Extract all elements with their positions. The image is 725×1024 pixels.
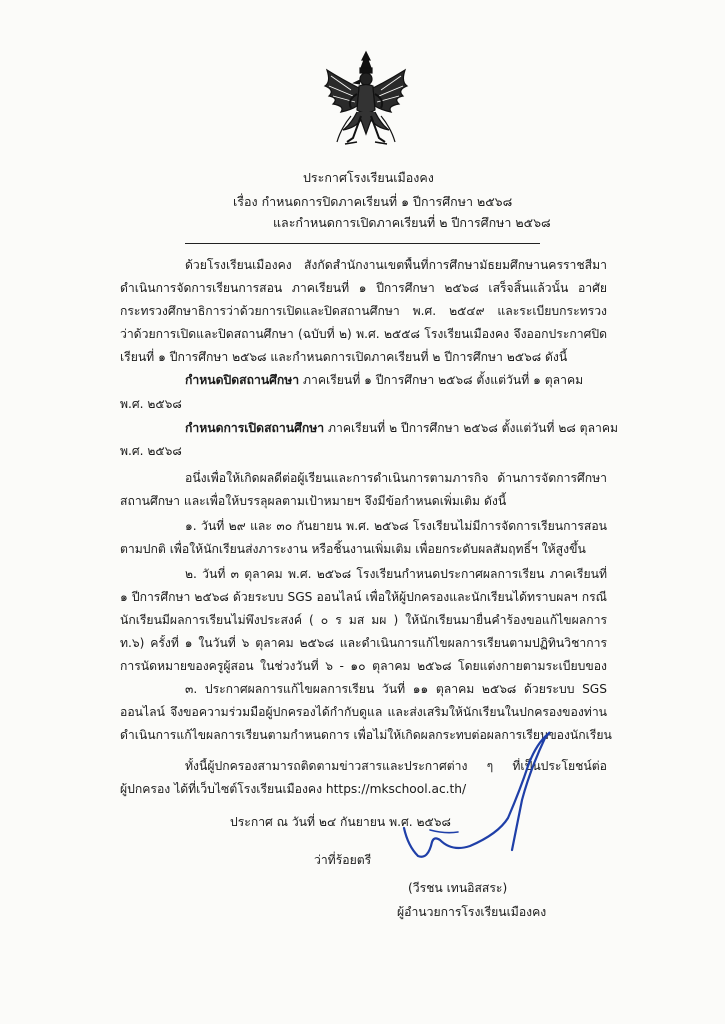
item-2-line: การนัดหมายของครูผู้สอน ในช่วงวันที่ ๖ - ๑๐ ตุลาคม ๒๕๖๘ โดยแต่งกายตามระเบียบของ bbox=[120, 659, 607, 673]
signer-rank: ว่าที่ร้อยตรี bbox=[314, 853, 372, 867]
website-line: ผู้ปกครอง ได้ที่เว็บไซต์โรงเรียนเมืองคง https://mkschool.ac.th/ bbox=[120, 782, 467, 796]
body-line: เรียนที่ ๑ ปีการศึกษา ๒๕๖๘ และกำหนดการเปิดภาคเรียนที่ ๒ ปีการศึกษา ๒๕๖๘ ดังนี้ bbox=[120, 350, 568, 364]
announce-date: ประกาศ ณ วันที่ ๒๔ กันยายน พ.ศ. ๒๕๖๘ bbox=[230, 815, 451, 829]
garuda-emblem bbox=[321, 50, 411, 148]
item-3-line: ดำเนินการแก้ไขผลการเรียนตามกำหนดการ เพื่อไม่ให้เกิดผลกระทบต่อผลการเรียนของนักเรียน bbox=[120, 728, 612, 742]
item-3-line: ๓. ประกาศผลการแก้ไขผลการเรียน วันที่ ๑๑ ตุลาคม ๒๕๖๘ ด้วยระบบ SGS bbox=[185, 682, 607, 696]
item-1-line: ตามปกติ เพื่อให้นักเรียนส่งภาระงาน หรือชิ้นงานเพิ่มเติม เพื่อยกระดับผลสัมฤทธิ์ฯ ให้สูงขึ้น bbox=[120, 542, 586, 556]
body-line: ด้วยโรงเรียนเมืองคง สังกัดสำนักงานเขตพื้นที่การศึกษามัธยมศึกษานครราชสีมา bbox=[185, 258, 607, 272]
body-line: ว่าด้วยการเปิดและปิดสถานศึกษา (ฉบับที่ ๒) พ.ศ. ๒๕๕๘ โรงเรียนเมืองคง จึงออกประกาศปิด bbox=[120, 327, 607, 341]
signer-position: ผู้อำนวยการโรงเรียนเมืองคง bbox=[397, 905, 547, 919]
body-line: สถานศึกษา และเพื่อให้บรรลุผลตามเป้าหมายฯ จึงมีข้อกำหนดเพิ่มเติม ดังนี้ bbox=[120, 494, 507, 508]
open-year: พ.ศ. ๒๕๖๘ bbox=[120, 444, 182, 458]
item-2-line: ท.๖) ครั้งที่ ๑ ในวันที่ ๖ ตุลาคม ๒๕๖๘ และดำเนินการแก้ไขผลการเรียนตามปฏิทินวิชาการ bbox=[120, 636, 607, 650]
open-heading: กำหนดการเปิดสถานศึกษา bbox=[185, 421, 325, 435]
body-line: กระทรวงศึกษาธิการว่าด้วยการเปิดและปิดสถานศึกษา พ.ศ. ๒๕๔๙ และระเบียบกระทรวง bbox=[120, 304, 607, 318]
item-2-line: นักเรียนมีผลการเรียนไม่พึงประสงค์ ( ๐ ร มส มผ ) ให้นักเรียนมายื่นคำร้องขอแก้ไขผลการ bbox=[120, 613, 607, 627]
open-detail: ภาคเรียนที่ ๒ ปีการศึกษา ๒๕๖๘ ตั้งแต่วันที่ ๒๘ ตุลาคม bbox=[327, 421, 619, 435]
item-2-line: ๑ ปีการศึกษา ๒๕๖๘ ด้วยระบบ SGS ออนไลน์ เพื่อให้ผู้ปกครองและนักเรียนได้ทราบผลฯ กรณี bbox=[120, 590, 607, 604]
announcement-subject-line-1: เรื่อง กำหนดการปิดภาคเรียนที่ ๑ ปีการศึกษา ๒๕๖๘ bbox=[233, 194, 513, 209]
open-date-line bbox=[185, 420, 618, 436]
body-line: ทั้งนี้ผู้ปกครองสามารถติดตามข่าวสารและประกาศต่าง ๆ ที่เป็นประโยชน์ต่อ bbox=[185, 759, 607, 773]
signer-name: (วีรชน เทนอิสสระ) bbox=[408, 881, 508, 895]
header-divider bbox=[185, 243, 540, 244]
close-detail: ภาคเรียนที่ ๑ ปีการศึกษา ๒๕๖๘ ตั้งแต่วันที่ ๑ ตุลาคม bbox=[303, 373, 584, 387]
close-date-line bbox=[185, 372, 583, 388]
item-2-line: ๒. วันที่ ๓ ตุลาคม พ.ศ. ๒๕๖๘ โรงเรียนกำหนดประกาศผลการเรียน ภาคเรียนที่ bbox=[185, 567, 607, 581]
item-1-line: ๑. วันที่ ๒๙ และ ๓๐ กันยายน พ.ศ. ๒๕๖๘ โรงเรียนไม่มีการจัดการเรียนการสอน bbox=[185, 519, 607, 533]
body-line: อนึ่งเพื่อให้เกิดผลดีต่อผู้เรียนและการดำเนินการตามภารกิจ ด้านการจัดการศึกษา bbox=[185, 471, 607, 485]
announcement-org: ประกาศโรงเรียนเมืองคง bbox=[303, 170, 434, 185]
item-3-line: ออนไลน์ จึงขอความร่วมมือผู้ปกครองได้กำกับดูแล และส่งเสริมให้นักเรียนในปกครองของท่าน bbox=[120, 705, 607, 719]
close-heading: กำหนดปิดสถานศึกษา bbox=[185, 373, 300, 387]
announcement-subject-line-2: และกำหนดการเปิดภาคเรียนที่ ๒ ปีการศึกษา ๒๕๖๘ bbox=[273, 215, 551, 230]
close-year: พ.ศ. ๒๕๖๘ bbox=[120, 397, 182, 411]
body-line: ดำเนินการจัดการเรียนการสอน ภาคเรียนที่ ๑ ปีการศึกษา ๒๕๖๘ เสร็จสิ้นแล้วนั้น อาศัย bbox=[120, 281, 607, 295]
